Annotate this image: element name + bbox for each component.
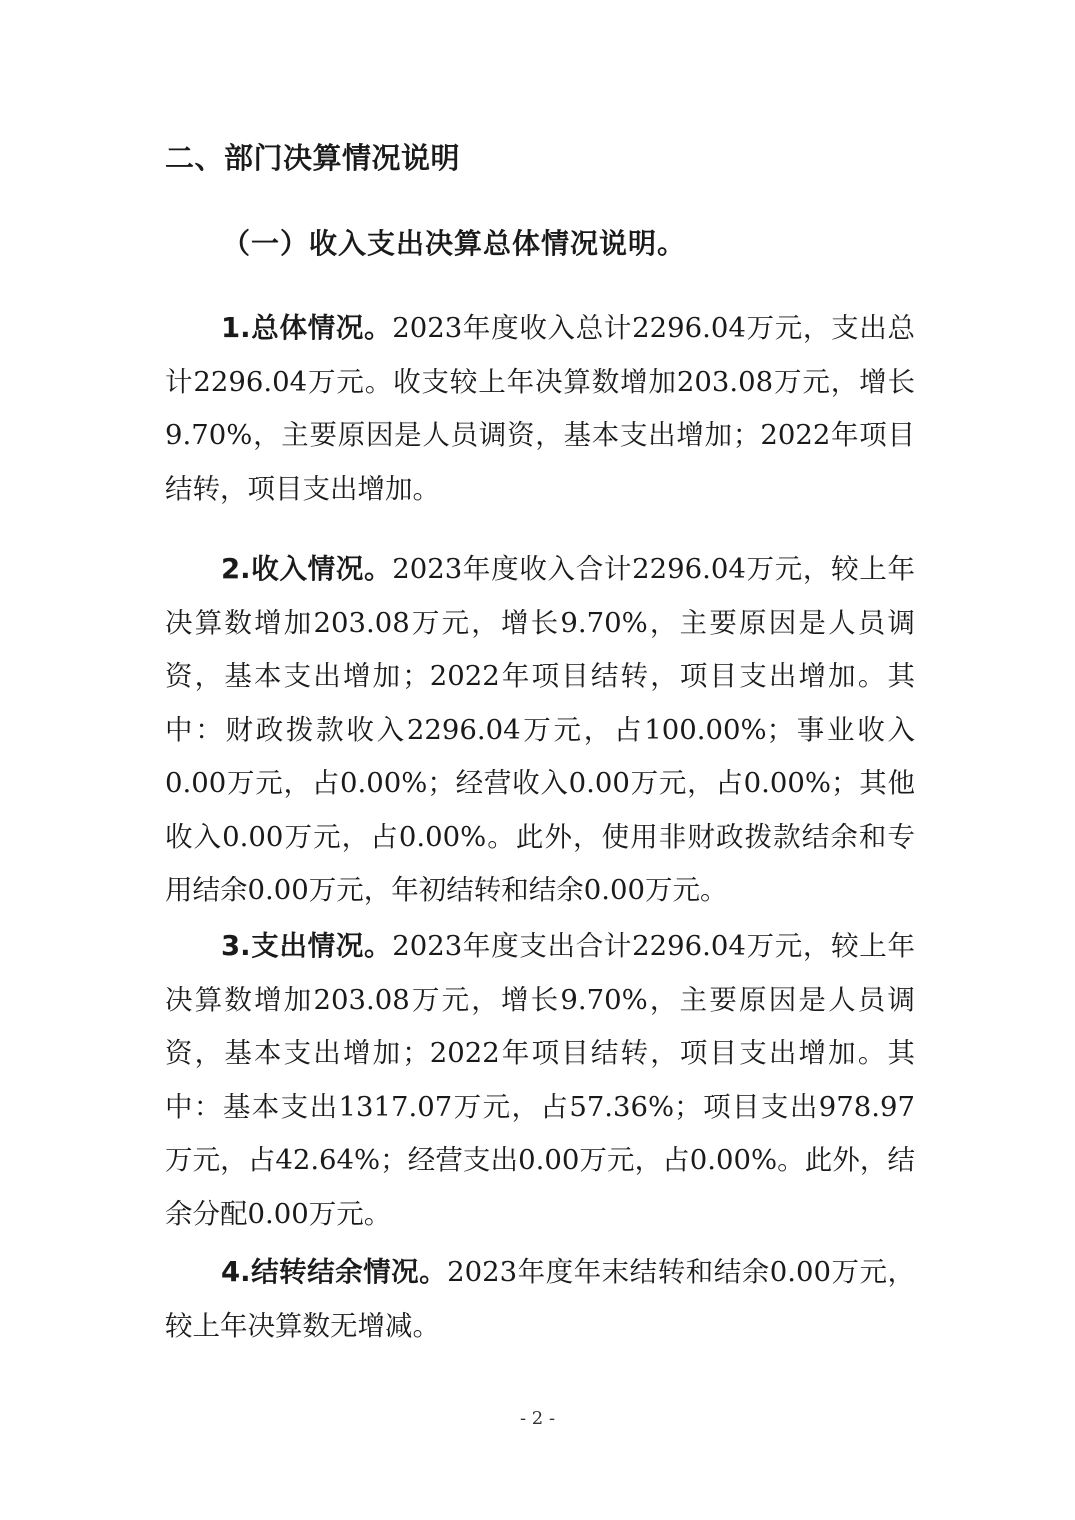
paragraph-lead: 4.结转结余情况。 — [221, 1256, 448, 1288]
paragraph-lead: 3.支出情况。 — [221, 930, 393, 962]
paragraph-text: 2023年度支出合计2296.04万元，较上年决算数增加203.08万元，增长9.70%，主要原因是人员调资，基本支出增加；2022年项目结转，项目支出增加。其中：基本支出1317.07万元，占57.36%；项目支出978.97万元，占42.64%；经营支出0.00万元，占0.00%。此外，结余分配0.00万元。 — [165, 930, 915, 1230]
section-heading: 二、部门决算情况说明 — [165, 141, 461, 175]
paragraph-overall — [165, 302, 915, 516]
paragraph-carryover — [165, 1246, 915, 1353]
paragraph-lead: 2.收入情况。 — [221, 553, 393, 585]
paragraph-text: 2023年度年末结转和结余0.00万元，较上年决算数无增减。 — [165, 1256, 915, 1342]
paragraph-income — [165, 543, 915, 918]
paragraph-expenditure — [165, 920, 915, 1241]
paragraph-text: 2023年度收入总计2296.04万元，支出总计2296.04万元。收支较上年决算数增加203.08万元，增长9.70%，主要原因是人员调资，基本支出增加；2022年项目结转，项目支出增加。 — [165, 312, 915, 505]
page-number: - 2 - — [519, 1408, 556, 1429]
paragraph-text: 2023年度收入合计2296.04万元，较上年决算数增加203.08万元，增长9.70%，主要原因是人员调资，基本支出增加；2022年项目结转，项目支出增加。其中：财政拨款收入2296.04万元，占100.00%；事业收入0.00万元，占0.00%；经营收入0.00万元，占0.00%；其他收入0.00万元，占0.00%。此外，使用非财政拨款结余和专用结余0.00万元，年初结转和结余0.00万元。 — [165, 553, 915, 906]
sub-heading: （一）收入支出决算总体情况说明。 — [222, 227, 687, 260]
paragraph-lead: 1.总体情况。 — [221, 312, 393, 344]
